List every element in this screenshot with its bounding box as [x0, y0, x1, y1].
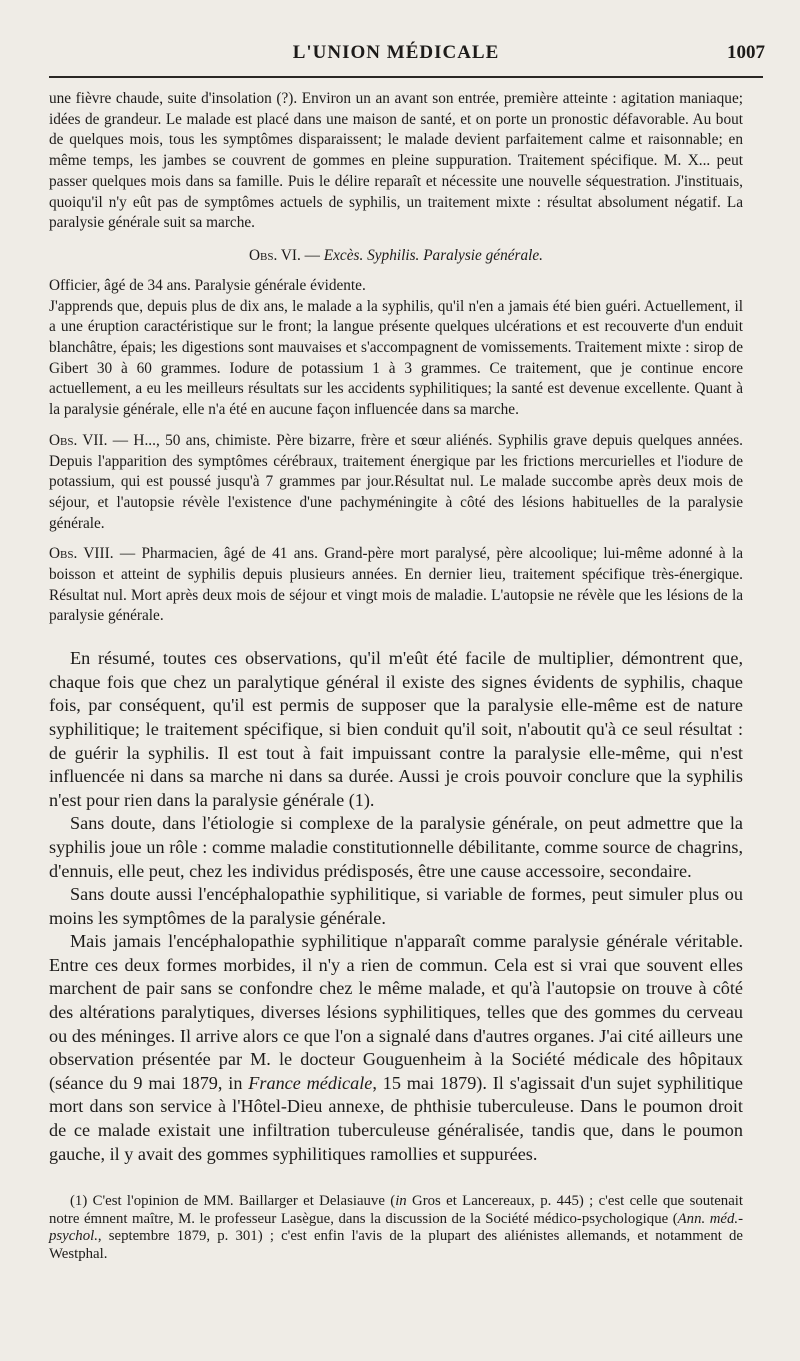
observation-6-heading — [49, 246, 743, 266]
observation-title: Excès. Syphilis. Paralysie générale. — [323, 246, 543, 264]
paragraph — [49, 930, 743, 1166]
paragraph — [49, 544, 743, 627]
paragraph — [49, 431, 743, 535]
observation-label: Obs. VII. — [49, 431, 108, 449]
italic-in: in — [395, 1193, 407, 1210]
paragraph: Officier, âgé de 34 ans. Paralysie générale évidente. — [49, 276, 366, 294]
paragraph: En résumé, toutes ces observations, qu'il m'eût été facile de multiplier, démontrent que, chaque fois que chez un paralytique général il existe des signes évidents de syphilis, chaque fois, par conséquent, qu'il est permis de supposer que la paralysie elle-même est de nature syphilitique; le traitement spécifique, si bien conduit qu'il soit, n'aboutit qu'à ce seul résultat : de guérir la syphilis. Il est tout à fait impuissant contre la paralysie elle-même, qui n'est influencée ni dans sa marche ni dans sa durée. Aussi je crois pouvoir conclure que la syphilis n'est pour rien dans la paralysie générale (1). — [49, 648, 743, 810]
paragraph: Sans doute aussi l'encéphalopathie syphilitique, si variable de formes, peut simuler plus ou moins les symptômes de la paralysie générale. — [49, 884, 743, 928]
paragraph: J'apprends que, depuis plus de dix ans, le malade a la syphilis, qu'il n'en a jamais été bien guéri. Actuellement, il a une éruption caractéristique sur le front; la langue présente quelques ulcérations et est recouverte d'un enduit blanchâtre, épais; les digestions sont mauvaises et s'accompagnent de vomissements. Traitement mixte : sirop de Gibert 30 à 60 grammes. Iodure de potassium 1 à 3 grammes. Ce traitement, que je continue encore actuellement, a eu les meilleurs résultats sur les accidents syphilitiques; la santé est devenue excellente. Quant à la paralysie générale, elle n'a été en aucune façon influencée dans sa marche. — [49, 297, 743, 419]
observation-label: Obs. VI. — [249, 246, 301, 264]
paragraph: Sans doute, dans l'étiologie si complexe de la paralysie générale, on peut admettre que la syphilis joue un rôle : comme maladie constitutionnelle débilitante, comme source de chagrins, d'ennuis, elle peut, chez les individus prédisposés, être une cause accessoire, secondaire. — [49, 813, 743, 881]
observation-7 — [49, 431, 743, 535]
observation-label: Obs. VIII. — [49, 545, 114, 563]
text-run: Gros et Lancereaux, p. 445) ; c'est celle que soutenait notre émnent maître, M. le professeur Lasègue, dans la discussion de la Société médico-psychologique ( — [49, 1193, 743, 1227]
observation-5-continued — [49, 89, 743, 234]
observation-text: — H..., 50 ans, chimiste. Père bizarre, frère et sœur aliénés. Syphilis grave depuis quelques années. Depuis l'apparition des symptômes cérébraux, traitement énergique par les frictions mercurielles et l'iodure de potassium, qui est poussé jusqu'à 7 grammes par jour.Résultat nul. Le malade succombe après deux mois de séjour, et l'autopsie révèle l'existence d'une pachyméningite à côté des lésions habituelles de la paralysie générale. — [49, 431, 743, 532]
observation-8 — [49, 544, 743, 627]
text-run: , septembre 1879, p. 301) ; c'est enfin l'avis de la plupart des aliénistes allemands, et notamment de Westphal. — [49, 1228, 743, 1263]
journal-title: L'UNION MÉDICALE — [292, 42, 500, 63]
journal-name: Ann. méd.-psychol. — [49, 1210, 744, 1245]
page-number: 1007 — [727, 42, 765, 63]
text-run: Mais jamais l'encéphalopathie syphilitique n'apparaît comme paralysie générale véritable. Entre ces deux formes morbides, il n'y a rien de commun. Cela est si vrai que souvent elles marchent de pair sans se confondre chez le même malade, et qu'à l'autopsie on trouve à côté des altérations paralytiques, diverses lésions syphilitiques, telles que des gommes du cerveau ou des méninges. Il arrive alors ce que l'on a signalé dans d'autres organes. J'ai cité ailleurs une observation présentée par M. le docteur Gouguenheim à la Société médicale des hôpitaux (séance du 9 mai 1879, in — [49, 931, 743, 1093]
journal-name: France médicale — [248, 1072, 373, 1093]
observation-6 — [49, 276, 743, 421]
paragraph: une fièvre chaude, suite d'insolation (?). Environ un an avant son entrée, première atteinte : agitation maniaque; idées de grandeur. Le malade est placé dans une maison de santé, et on porte un pronostic défavorable. Au bout de quelques mois, tous les symptômes disparaissent; le malade devient parfaitement calme et raisonnable; en même temps, les jambes se couvrent de gommes en pleine suppuration. Traitement spécifique. M. X... peut passer quelques mois dans sa famille. Puis le délire reparaît et nécessite une nouvelle séquestration. J'instituais, quoiqu'il n'y eût pas de symptômes actuels de syphilis, un traitement mixte : résultat absolument négatif. La paralysie générale suit sa marche. — [49, 90, 743, 232]
text-run: , 15 mai 1879). Il s'agissait d'un sujet syphilitique mort dans son service à l'Hôtel-Dieu annexe, de phthisie tuberculeuse. Dans le poumon droit de ce malade existait une infiltration tuberculeuse généralisée, tandis que, dans le poumon gauche, il y avait des gommes syphilitiques ramollies et suppurées. — [49, 1072, 743, 1164]
observation-text: — Pharmacien, âgé de 41 ans. Grand-père mort paralysé, père alcoolique; lui-même adonné à la boisson et atteint de syphilis depuis plusieurs années. En dernier lieu, traitement spécifique très-énergique. Résultat nul. Mort après deux mois de séjour et vingt mois de maladie. L'autopsie ne révèle que les lésions de la paralysie générale. — [49, 545, 744, 625]
running-header — [49, 0, 763, 78]
footnote-text — [49, 1193, 743, 1263]
text-run: (1) C'est l'opinion de MM. Baillarger et Delasiauve ( — [70, 1193, 396, 1210]
dash: — — [300, 246, 324, 264]
footnote — [49, 1193, 743, 1263]
main-text — [49, 647, 743, 1166]
